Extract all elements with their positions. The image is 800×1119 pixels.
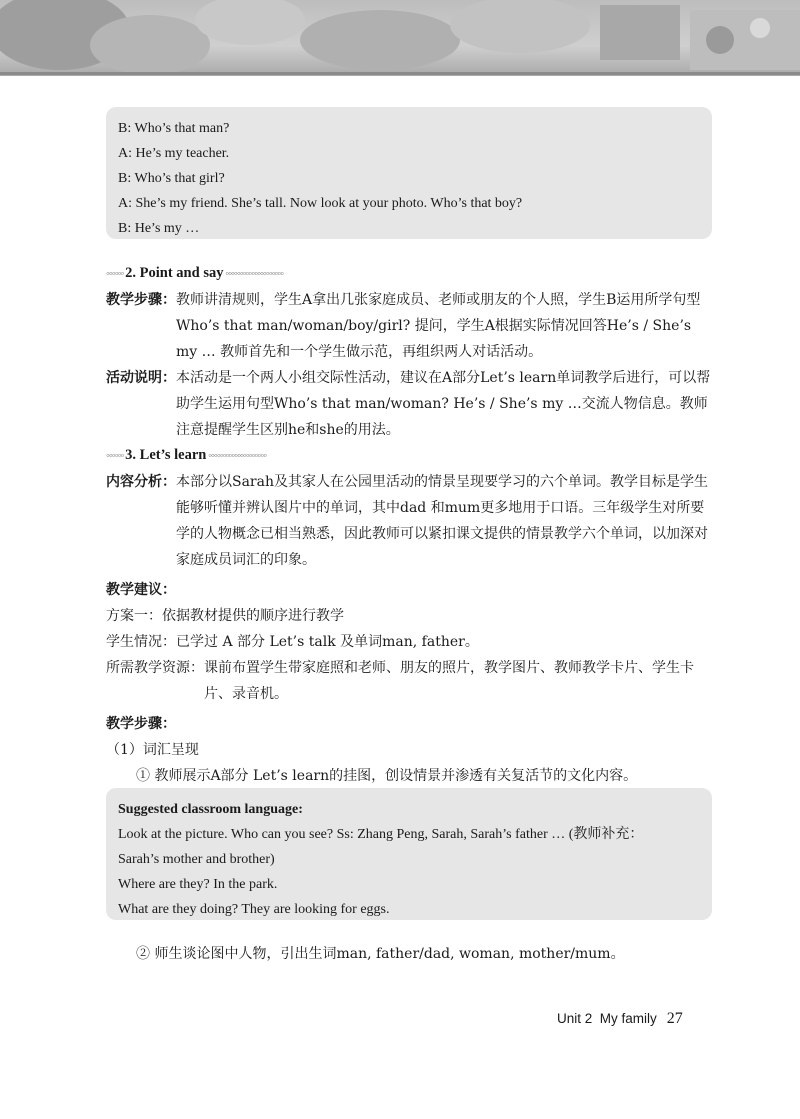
dialogue-line-4: A: She’s my friend. She’s tall. Now look at your photo. Who’s that boy?: [118, 196, 523, 211]
activity-note-text: 本活动是一个两人小组交际性活动，建议在A部分Let’s learn单词教学后进行，可以帮助学生运用句型Who’s that man/woman? He’s / She’s my …交流人物信息。教师注意提醒学生区别he和she的用法。: [176, 370, 711, 438]
section-heading: [106, 442, 716, 469]
unit-title: Unit 2 My family: [557, 1011, 657, 1026]
resources-text: 课前布置学生带家庭照和老师、朋友的照片，教学图片、教师教学卡片、学生卡片、录音机。: [204, 660, 694, 702]
step1-a: ① 教师展示A部分 Let’s learn的挂图，创设情景并渗透有关复活节的文化内容。: [136, 768, 638, 784]
content-analysis-text: 本部分以Sarah及其家人在公园里活动的情景呈现要学习的六个单词。教学目标是学生能够听懂并辨认图片中的单词，其中dad 和mum更多地用于口语。三年级学生对所要学的人物概念已相当熟悉，因此教师可以紧扣课文提供的情景教学六个单词，以加深对家庭成员词汇的印象。: [176, 474, 708, 568]
teaching-steps-label: 教学步骤：: [106, 292, 176, 308]
dialogue-line-3: B: Who’s that girl?: [118, 171, 225, 186]
steps-heading: 教学步骤：: [106, 716, 176, 732]
step1-b: ② 师生谈论图中人物，引出生词man, father/dad, woman, mother/mum。: [136, 946, 625, 962]
classroom-language-title: Suggested classroom language:: [118, 802, 303, 817]
teaching-resources: [106, 655, 716, 707]
section-heading: [106, 260, 716, 287]
dots-decoration: ◦◦◦◦◦◦: [106, 450, 126, 462]
classroom-language-line-4: What are they doing? They are looking for eggs.: [118, 902, 390, 917]
heading-text: 2. Point and say: [125, 265, 224, 281]
dialogue-line-1: B: Who’s that man?: [118, 121, 230, 136]
activity-note-label: 活动说明：: [106, 370, 176, 386]
page-number: 27: [666, 1010, 683, 1027]
resources-label: 所需教学资源：: [106, 660, 204, 676]
content-analysis: [106, 469, 716, 573]
header-rule: [0, 72, 800, 75]
page-footer: [557, 1010, 683, 1028]
step1-title: （1）词汇呈现: [106, 742, 199, 758]
activity-note: [106, 365, 716, 443]
section-point-and-say: [106, 260, 716, 443]
classroom-language-box: [106, 788, 712, 920]
classroom-language-line-2: Sarah’s mother and brother): [118, 852, 275, 867]
header-banner: [0, 0, 800, 76]
classroom-language-line-1: Look at the picture. Who can you see? Ss: Zhang Peng, Sarah, Sarah’s father … (教师补充：: [118, 827, 644, 842]
dialogue-line-5: B: He’s my …: [118, 221, 200, 236]
teaching-steps-text: 教师讲清规则，学生A拿出几张家庭成员、老师或朋友的个人照，学生B运用所学句型Who’s that man/woman/boy/girl? 提问，学生A根据实际情况回答He’s / She’s my … 教师首先和一个学生做示范，再组织两人对话活动。: [176, 292, 701, 360]
dots-decoration: ◦◦◦◦◦◦◦◦◦◦◦◦◦◦◦◦◦◦◦◦: [223, 268, 284, 280]
dots-decoration: ◦◦◦◦◦◦◦◦◦◦◦◦◦◦◦◦◦◦◦◦: [206, 450, 267, 462]
content-analysis-label: 内容分析：: [106, 474, 176, 490]
student-situation: 学生情况：已学过 A 部分 Let’s talk 及单词man, father。: [106, 634, 479, 650]
classroom-language-line-3: Where are they? In the park.: [118, 877, 278, 892]
header-decoration: [0, 0, 800, 76]
plan-line: 方案一：依据教材提供的顺序进行教学: [106, 608, 344, 624]
section-lets-learn: [106, 442, 716, 789]
step1-b-block: [106, 941, 716, 967]
dialogue-box: [106, 107, 712, 239]
dialogue-line-2: A: He’s my teacher.: [118, 146, 230, 161]
teaching-suggestion-heading: 教学建议：: [106, 582, 176, 598]
heading-text: 3. Let’s learn: [125, 447, 207, 463]
teaching-steps: [106, 287, 716, 365]
dots-decoration: ◦◦◦◦◦◦: [106, 268, 126, 280]
